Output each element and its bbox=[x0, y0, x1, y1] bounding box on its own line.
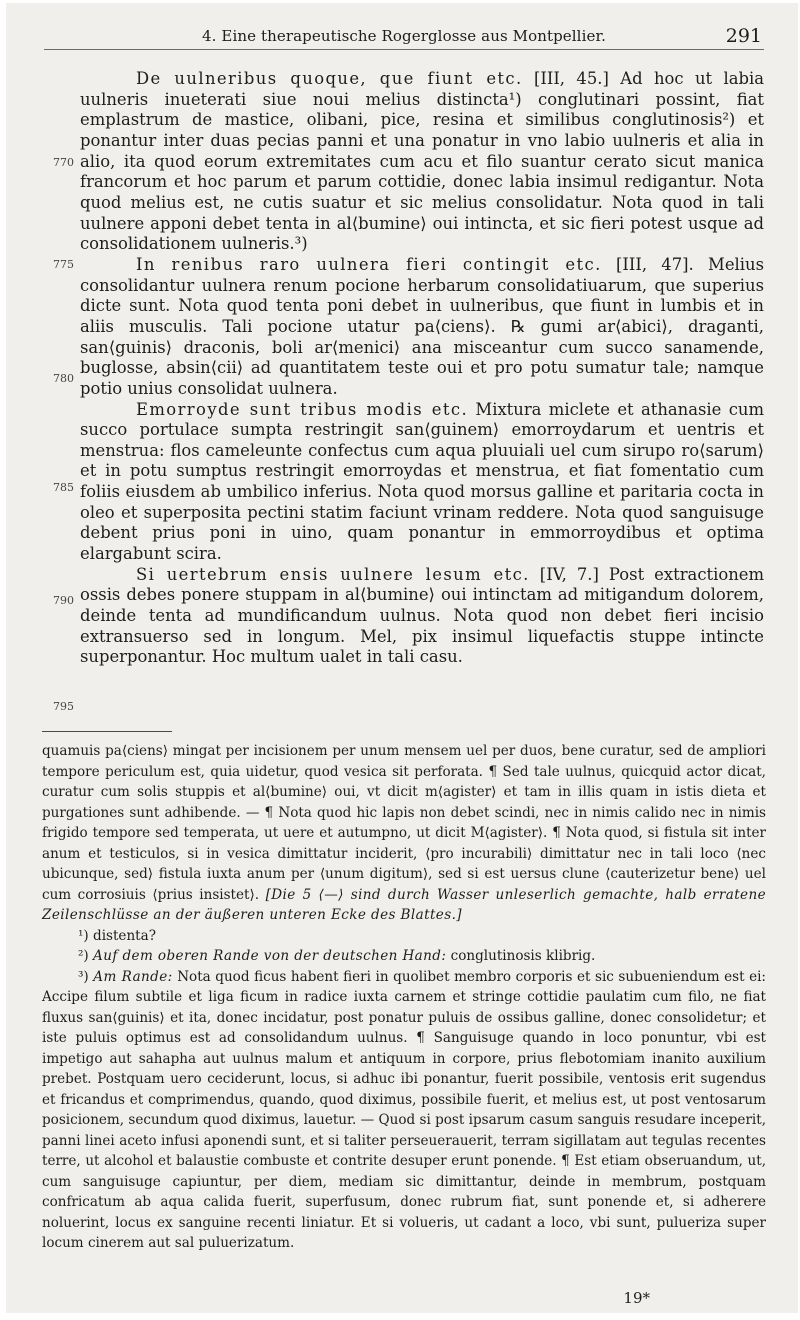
footnote-text: Nota quod ficus habent fieri in quolibet membro corporis et sic subueniendum est ei: Accipe filum subtile et liga ficum in radice iuxta carnem et stringe cottidie paulatim cum filo, ne fiat fluxus san⟨guinis⟩ et ita, donec incidatur, post ponatur puluis de ossibus galline, donec consolidetur; et iste puluis optimus est ad consolidandum uulnus. ¶ Sanguisuge quando in loco ponuntur, vbi est impetigo aut sahapha aut uulnus malum et antiquum in corpore, prius flebotomiam inanito auxilium prebet. Postquam uero ceciderunt, locus, si adhuc ibi ponantur, fuerit possibile, ventosis erit sugendus et fricandus et comprimendus, quando, quod diximus, possibile fuerit, et melius est, ut post ventosarum posicionem, secundum quod diximus, lauetur. — Quod si post ipsarum casum sanguis resudare inceperit, panni linei aceto infusi aponendi sunt, et si taliter perseuerauerit, terram sigillatam aut tegulas recentes terre, ut alcohol et balaustie combuste et contrite desuper erunt ponende. ¶ Est etiam obseruandum, ut, cum sanguisuge capiuntur, per diem, mediam sic dimittantur, deinde in membrum, postquam confricatum ab aqua calida fuerit, superfusum, donec rubrum fiat, sunt ponende et, si adherere noluerint, locus ex sanguine recenti liniatur. Et si volueris, ut cadant a loco, vbi sunt, pulueriza super locum cinerem aut sal puluerizatum. bbox=[42, 968, 766, 1251]
editorial-remark: Auf dem oberen Rande von der deutschen Hand: bbox=[93, 948, 447, 964]
lemma: Emorroyde sunt tribus modis etc. bbox=[136, 399, 469, 419]
paragraph-body: [III, 47]. Melius consolidantur uulnera renum pocione herbarum consolidatiuarum, que superius dicte sunt. Nota quod tenta poni debet in uulneribus, que fiunt in lumbis et in aliis musculis. Tali pocione utatur pa⟨ciens⟩. ℞ gumi ar⟨abici⟩, draganti, san⟨guinis⟩ draconis, boli ar⟨menici⟩ ana misceantur cum succo sanamende, buglosse, absin⟨cii⟩ ad quantitatem teste oui et pro potu sumatur tale; namque potio unius consolidat uulnera. bbox=[80, 254, 764, 398]
page-number: 291 bbox=[725, 25, 762, 47]
paragraph-emorroyde bbox=[80, 400, 764, 565]
paragraph-body: [III, 45.] Ad hoc ut labia uulneris inueterati siue noui melius distincta¹) conglutinari possint, fiat emplastrum de mastice, olibani, pice, resina et similibus conglutinosis²) et ponantur inter duas pecias panni et una ponatur in vno labio uulneris et alia in alio, ita quod eorum extremitates cum acu et filo suantur cerato sicut manica francorum et hoc parum et parum cottidie, donec labia insimul redigantur. Nota quod melius est, ne cutis suatur et sic melius consolidatur. Nota quod in tali uulnere apponi debet tenta in al⟨bumine⟩ oui intincta, et sic fieri potest usque ad consolidationem uulneris.³) bbox=[80, 69, 764, 254]
line-number: 780 bbox=[53, 372, 74, 385]
running-title: 4. Eine therapeutische Rogerglosse aus Montpellier. bbox=[202, 27, 606, 45]
paragraph-uulneribus bbox=[80, 69, 764, 255]
footnotes bbox=[42, 741, 766, 1254]
lemma: Si uertebrum ensis uulnere lesum etc. bbox=[136, 564, 530, 584]
footnote-continuation bbox=[42, 741, 766, 926]
footnote-text: conglutinosis klibrig. bbox=[450, 948, 596, 964]
line-number: 770 bbox=[53, 156, 74, 169]
footnote-2 bbox=[42, 946, 766, 967]
line-number: 790 bbox=[53, 594, 74, 607]
book-page bbox=[6, 3, 798, 1313]
editorial-remark: [Die 5 ⟨—⟩ sind durch Wasser unleserlich gemachte, halb erratene Zeilenschlüsse an der äußeren unteren Ecke des Blattes.] bbox=[42, 886, 767, 923]
line-number: 795 bbox=[53, 700, 74, 713]
signature-mark: 19* bbox=[623, 1289, 650, 1307]
editorial-remark: Am Rande: bbox=[93, 968, 173, 985]
footnote-marker: ¹) bbox=[78, 927, 89, 944]
footnote-marker: ³) bbox=[78, 968, 89, 985]
footnote-3 bbox=[42, 967, 766, 1254]
line-number: 785 bbox=[53, 481, 74, 494]
page-header bbox=[44, 21, 764, 50]
main-text bbox=[80, 69, 764, 668]
footnote-1 bbox=[42, 926, 766, 947]
footnote-marker: ²) bbox=[78, 948, 89, 964]
paragraph-body: [IV, 7.] Post extractionem ossis debes ponere stuppam in al⟨bumine⟩ oui intinctam ad mitigandum dolorem, deinde tenta ad mundificandum uulnus. Nota quod non debet fieri incisio extransuerso sed in longum. Mel, pix insimul liquefactis stuppe intincte superponantur. Hoc multum ualet in tali casu. bbox=[80, 564, 764, 667]
footnote-separator bbox=[42, 731, 172, 732]
paragraph-renibus bbox=[80, 255, 764, 400]
lemma: De uulneribus quoque, que fiunt etc. bbox=[136, 69, 523, 88]
paragraph-uertebrum bbox=[80, 565, 764, 668]
footnote-text: distenta? bbox=[93, 927, 156, 944]
line-number: 775 bbox=[53, 258, 74, 271]
lemma: In renibus raro uulnera fieri contingit etc. bbox=[136, 254, 602, 274]
paragraph-body: Mixtura miclete et athanasie cum succo portulace sumpta restringit san⟨guinem⟩ emorroydarum et uentris et menstrua: flos cameleunte confectus cum aqua pluuiali uel cum sirupo ro⟨sarum⟩ et in potu sumptus restringit emorroydas et menstrua, et fiat fomentatio cum foliis eiusdem ab umbilico inferius. Nota quod morsus galline et paritaria cocta in oleo et superposita pectini statim faciunt vrinam reddere. Nota quod sanguisuge debent prius poni in uino, quam ponantur in emmorroydibus et optima elargabunt scira. bbox=[80, 399, 764, 564]
footnote-continuation-text: quamuis pa⟨ciens⟩ mingat per incisionem per unum mensem uel per duos, bene curatur, sed de ampliori tempore periculum est, quia uidetur, quod vesica sit perforata. ¶ Sed tale uulnus, quicquid actor dicat, curatur cum solis stuppis et al⟨bumine⟩ oui, vt dicit m⟨agister⟩ et tam in illis quam in istis dieta et purgationes sunt adhibende. — ¶ Nota quod hic lapis non debet scindi, nec in nimis calido nec in nimis frigido tempore sed temperata, ut uere et autumpno, ut dicit M⟨agister⟩. ¶ Nota quod, si fistula sit inter anum et testiculos, si in vesica dimittatur inciderit, ⟨pro incurabili⟩ dimittatur nec in tali loco ⟨nec ubicunque, sed⟩ fistula iuxta anum per ⟨unum digitum⟩, sed si est uersus clune ⟨cauterizetur bene⟩ uel cum corrosiuis ⟨prius insistet⟩. bbox=[42, 743, 766, 903]
